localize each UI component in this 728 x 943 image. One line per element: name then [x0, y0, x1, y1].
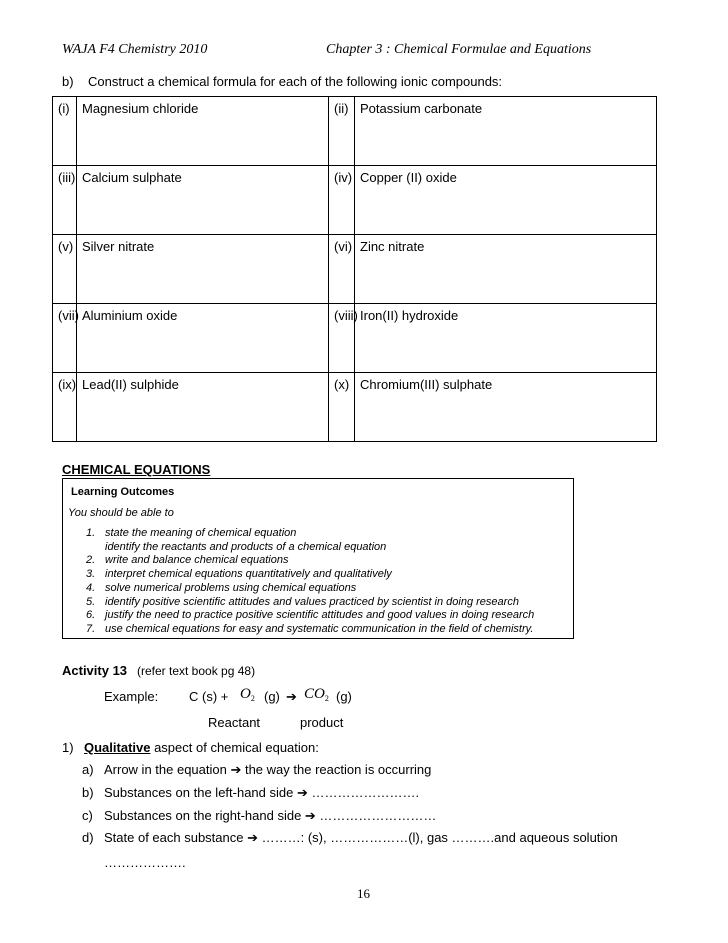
page-number: 16	[357, 886, 370, 901]
equation-state-gas-1: (g)	[264, 689, 280, 704]
cell-compound: Aluminium oxide	[77, 304, 329, 373]
item-text: Substances on the right-hand side ➔ ………………………	[104, 808, 437, 823]
oxygen-symbol: O	[240, 686, 251, 702]
cell-num: (iv)	[329, 166, 355, 235]
cell-num: (vii)	[53, 304, 77, 373]
cell-num: (ii)	[329, 97, 355, 166]
outcome-number: 2.	[86, 554, 96, 566]
table-row	[53, 304, 657, 373]
outcome-number: 1.	[86, 527, 96, 539]
item-continuation: ……………….	[104, 855, 186, 870]
example-label: Example:	[104, 689, 159, 704]
cell-num: (vi)	[329, 235, 355, 304]
activity-label: Activity 13	[62, 663, 128, 678]
outcome-item: write and balance chemical equations	[105, 554, 289, 566]
cell-num: (i)	[53, 97, 77, 166]
cell-compound: Lead(II) sulphide	[77, 373, 329, 442]
product-subscript: 2	[324, 694, 329, 703]
qualitative-heading: Qualitative	[84, 740, 151, 755]
equation-state-gas-2: (g)	[336, 689, 352, 704]
activity-ref: (refer text book pg 48)	[137, 664, 256, 678]
cell-num: (iii)	[53, 166, 77, 235]
learning-outcomes-intro: You should be able to	[68, 507, 174, 519]
cell-compound: Potassium carbonate	[355, 97, 657, 166]
table-row	[53, 166, 657, 235]
outcome-number: 6.	[86, 609, 96, 621]
outcome-number: 5.	[86, 596, 96, 608]
question-1-rest: aspect of chemical equation:	[150, 740, 319, 755]
cell-num: (x)	[329, 373, 355, 442]
oxygen-subscript: 2	[250, 694, 255, 703]
item-letter: d)	[82, 830, 94, 845]
outcome-item: identify the reactants and products of a chemical equation	[105, 541, 387, 553]
item-text: Arrow in the equation ➔ the way the reaction is occurring	[104, 762, 432, 777]
cell-compound: Zinc nitrate	[355, 235, 657, 304]
outcome-number: 7.	[86, 623, 96, 635]
cell-compound: Silver nitrate	[77, 235, 329, 304]
cell-num: (ix)	[53, 373, 77, 442]
cell-compound: Copper (II) oxide	[355, 166, 657, 235]
cell-compound: Magnesium chloride	[77, 97, 329, 166]
table-row	[53, 97, 657, 166]
equation-oxygen	[240, 686, 255, 703]
product-label: product	[300, 715, 344, 730]
section-title: CHEMICAL EQUATIONS	[62, 462, 211, 477]
compound-table	[52, 96, 657, 442]
outcome-item: solve numerical problems using chemical equations	[105, 582, 357, 594]
cell-compound: Calcium sulphate	[77, 166, 329, 235]
outcome-item: interpret chemical equations quantitatively and qualitatively	[105, 568, 392, 580]
outcome-number: 4.	[86, 582, 96, 594]
question-1-number: 1)	[62, 740, 74, 755]
question-b-text: Construct a chemical formula for each of the following ionic compounds:	[88, 74, 503, 89]
header-right: Chapter 3 : Chemical Formulae and Equations	[326, 42, 592, 57]
arrow-icon: ➔	[286, 689, 297, 704]
item-text: Substances on the left-hand side ➔ …………………….	[104, 785, 420, 800]
item-letter: b)	[82, 785, 94, 800]
header-left: WAJA F4 Chemistry 2010	[62, 42, 208, 57]
question-b-label: b)	[62, 74, 74, 89]
outcome-item: state the meaning of chemical equation	[105, 527, 297, 539]
item-text: State of each substance ➔ ………: (s), ………………(l), gas ……….and aqueous solution	[104, 830, 618, 845]
learning-outcomes-title: Learning Outcomes	[71, 486, 175, 498]
outcome-number: 3.	[86, 568, 96, 580]
outcome-item: use chemical equations for easy and systematic communication in the field of chemistry.	[105, 623, 534, 635]
table-row	[53, 373, 657, 442]
cell-compound: Iron(II) hydroxide	[355, 304, 657, 373]
cell-num: (v)	[53, 235, 77, 304]
equation-carbon: C (s) +	[189, 689, 229, 704]
product-symbol: CO	[304, 686, 325, 702]
item-letter: c)	[82, 808, 93, 823]
cell-compound: Chromium(III) sulphate	[355, 373, 657, 442]
item-letter: a)	[82, 762, 94, 777]
table-row	[53, 235, 657, 304]
outcome-item: justify the need to practice positive scientific attitudes and good values in doing research	[105, 609, 535, 621]
cell-num: (viii)	[329, 304, 355, 373]
question-1-title	[84, 740, 319, 755]
learning-outcomes-box	[62, 478, 574, 639]
outcome-item: identify positive scientific attitudes and values practiced by scientist in doing research	[105, 596, 519, 608]
equation-product	[304, 686, 329, 703]
reactant-label: Reactant	[208, 715, 261, 730]
